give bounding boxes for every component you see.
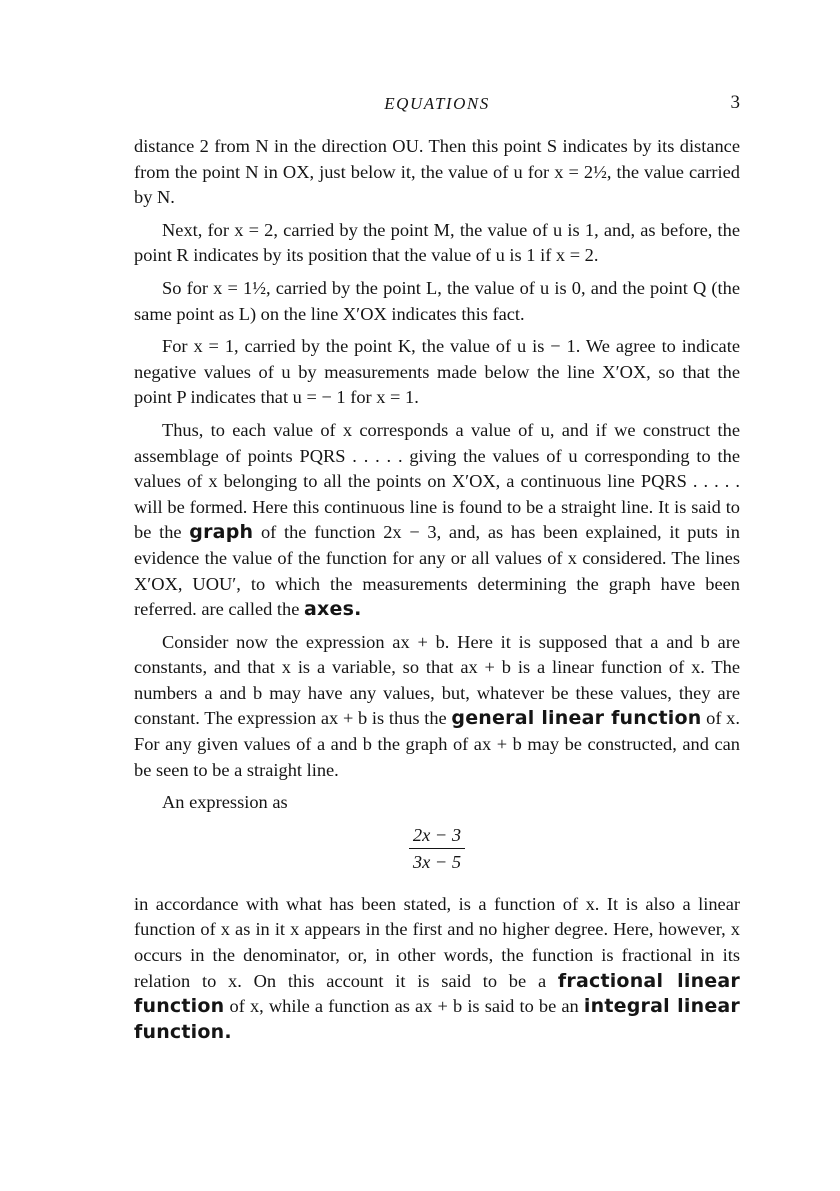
- paragraph-general-linear-function: [134, 630, 740, 784]
- page-header: [134, 92, 740, 122]
- paragraph-text: For x = 1, carried by the point K, the value of u is − 1. We agree to indicate negative values of u by measurements made below the line X′OX, so that the point P indicates that u = − 1 for x = 1.: [134, 336, 740, 408]
- term-general-linear-function: general linear function: [451, 707, 702, 730]
- paragraph-text: Consider now the expression ax + b. Here it is supposed that a and b are constants, and that x is a variable, so that ax + b is a linear function of x. The numbers a and b may have any values, but, whatever be these values, they are constant. The expression ax + b is thus the: [134, 631, 740, 729]
- term-graph: graph: [189, 521, 254, 544]
- running-title: EQUATIONS: [384, 94, 490, 113]
- paragraph-continuation: [134, 134, 740, 211]
- paragraph-next-for-x-2: [134, 218, 740, 269]
- paragraph-graph-definition: [134, 418, 740, 623]
- paragraph-so-for-x: [134, 276, 740, 327]
- fraction-numerator: 2x − 3: [409, 823, 465, 849]
- paragraph-text: of the function 2x − 3, and, as has been explained, it puts in evidence the value of the function for any or all values of x considered. The lines X′OX, UOU′, to which the measurements determining the graph have been referred. are called the: [134, 522, 740, 620]
- display-equation: [134, 823, 740, 874]
- page-body: [134, 134, 740, 1052]
- paragraph-text: So for x = 1½, carried by the point L, the value of u is 0, and the point Q (the same point as L) on the line X′OX indicates this fact.: [134, 277, 740, 324]
- term-integral-linear-function: integral linear function.: [134, 995, 740, 1043]
- paragraph-text: Next, for x = 2, carried by the point M, the value of u is 1, and, as before, the point R indicates by its position that the value of u is 1 if x = 2.: [134, 219, 740, 266]
- page-number: 3: [730, 92, 740, 113]
- paragraph-text: distance 2 from N in the direction OU. Then this point S indicates by its distance from the point N in OX, just below it, the value of u for x = 2½, the value carried by N.: [134, 136, 740, 208]
- term-axes: axes.: [304, 598, 362, 621]
- paragraph-text: An expression as: [162, 792, 288, 813]
- paragraph-text: of x. For any given values of a and b the graph of ax + b may be constructed, and can be seen to be a straight line.: [134, 708, 740, 780]
- fraction-denominator: 3x − 5: [412, 851, 462, 872]
- paragraph-text: of x, while a function as ax + b is said to be an: [229, 996, 579, 1017]
- fraction: [409, 823, 465, 874]
- paragraph-negative-values: [134, 334, 740, 411]
- paragraph-text: Thus, to each value of x corresponds a value of u, and if we construct the assemblage of points PQRS . . . . . giving the values of u corresponding to the values of x belonging to all the points on X′OX, a continuous line PQRS . . . . . will be formed. Here this continuous line is found to be a straight line. It is said to be the: [134, 419, 740, 543]
- term-fractional-linear-function: fractional linear function: [134, 969, 740, 1018]
- paragraph-an-expression: [134, 790, 740, 816]
- paragraph-fractional-linear-function: [134, 892, 740, 1046]
- paragraph-text: in accordance with what has been stated, is a function of x. It is also a linear function of x as in it x appears in the first and no higher degree. Here, however, x occurs in the denominator, or, in other words, the function is fractional in its relation to x. On this account it is said to be a: [134, 893, 740, 991]
